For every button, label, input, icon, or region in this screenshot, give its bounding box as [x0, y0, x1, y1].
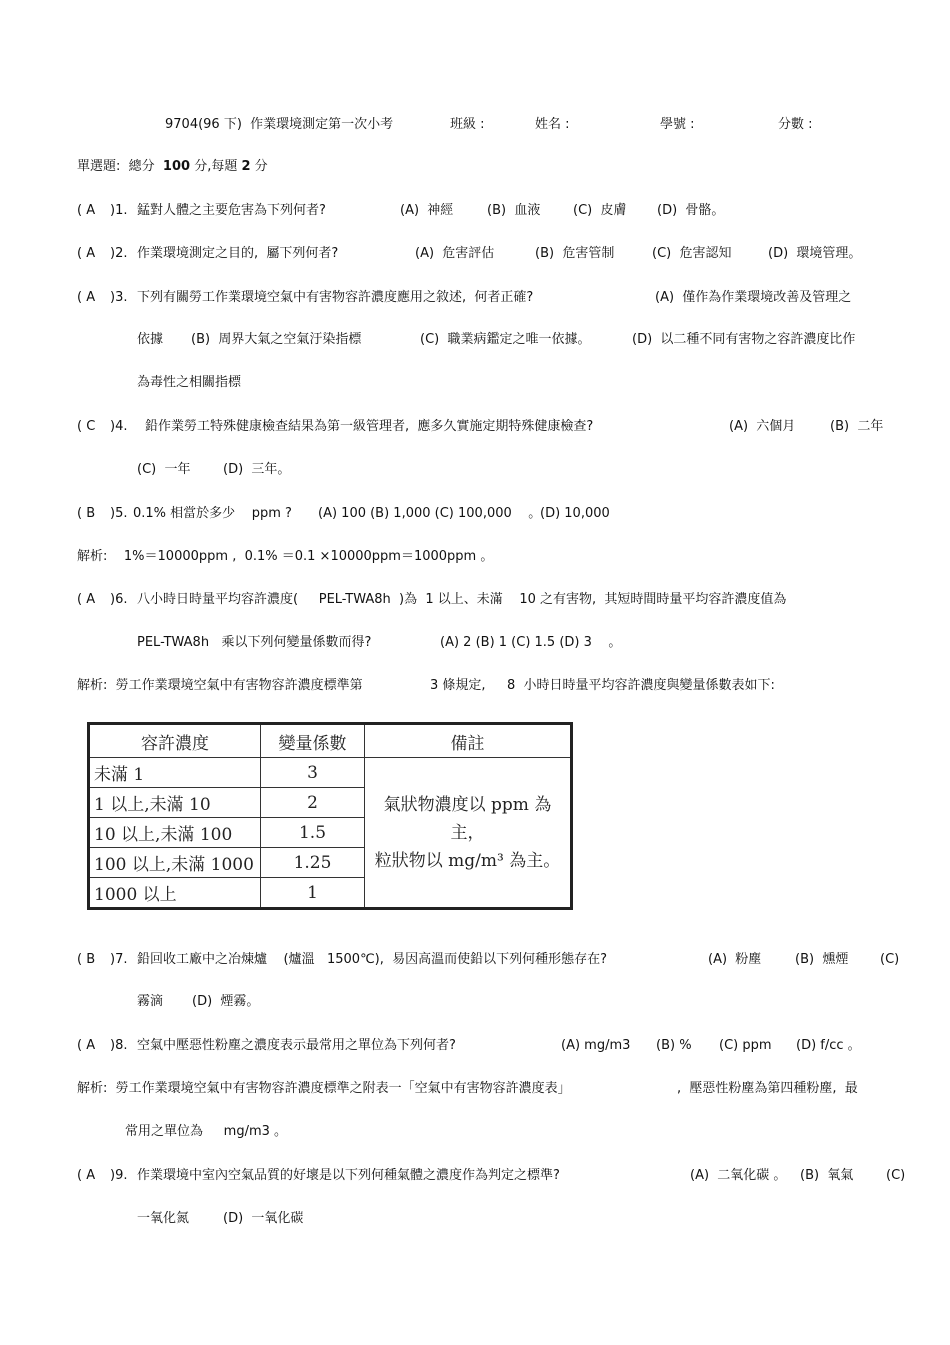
q5-answer: ( B — [77, 506, 96, 521]
section-unit: 分,每題 — [194, 159, 238, 174]
q4-option-d: (D) 三年。 — [223, 462, 291, 477]
exam-title: 9704(96 下) 作業環境測定第一次小考 — [165, 117, 394, 132]
section-label: 單選題: 總分 — [77, 159, 155, 174]
q2-option-b: (B) 危害管制 — [535, 246, 615, 261]
q6-text: 八小時日時量平均容許濃度( PEL-TWA8h )為 1 以上、未滿 10 之有害物, 其短時間時量平均容許濃度值為 — [137, 592, 787, 607]
q9-option-d: (D) 一氧化碳 — [223, 1211, 304, 1226]
q1-option-d: (D) 骨骼。 — [657, 203, 725, 218]
section-total: 100 — [162, 159, 191, 174]
q9-option-b: (B) 氧氣 — [800, 1168, 854, 1183]
variation-factor-table — [87, 722, 573, 910]
q2-option-c: (C) 危害認知 — [652, 246, 732, 261]
q1-option-c: (C) 皮膚 — [573, 203, 627, 218]
q5-number: )5. — [110, 506, 128, 521]
q4-option-a: (A) 六個月 — [729, 419, 796, 434]
q8-option-a: (A) mg/m3 — [561, 1038, 631, 1053]
q2-option-a: (A) 危害評估 — [415, 246, 495, 261]
table-header-row — [89, 724, 572, 758]
q7-answer: ( B — [77, 952, 96, 967]
q9-option-a: (A) 二氧化碳 。 — [690, 1168, 787, 1183]
q6-number: )6. — [110, 592, 128, 607]
q5-options-abc: (A) 100 (B) 1,000 (C) 100,000 。 — [318, 506, 542, 521]
section-per: 2 — [241, 159, 251, 174]
q9-text: 作業環境中室內空氣品質的好壞是以下列何種氣體之濃度作為判定之標準? — [137, 1168, 560, 1183]
q3-number: )3. — [110, 290, 128, 305]
table-cell-range: 未滿 1 — [89, 758, 261, 788]
q6-answer: ( A — [77, 592, 96, 607]
q3-answer: ( A — [77, 290, 96, 305]
q3-option-d-cont: 為毒性之相關指標 — [137, 375, 242, 390]
q3-option-b: (B) 周界大氣之空氣汙染指標 — [191, 332, 362, 347]
q6-explanation-2: 3 條規定, — [430, 678, 486, 693]
q5-option-d: (D) 10,000 — [540, 506, 610, 521]
table-cell-range: 1 以上,未滿 10 — [89, 788, 261, 818]
q8-text: 空氣中壓惡性粉塵之濃度表示最常用之單位為下列何者? — [137, 1038, 456, 1053]
table-header-factor: 變量係數 — [261, 724, 365, 758]
q4-number: )4. — [110, 419, 128, 434]
remark-line-1: 氣狀物濃度以 ppm 為主， — [383, 794, 552, 843]
q8-explanation-3: 常用之單位為 mg/m3 。 — [125, 1124, 288, 1139]
q1-option-a: (A) 神經 — [400, 203, 454, 218]
name-label: 姓名 : — [535, 117, 570, 132]
table-row — [89, 758, 572, 788]
q6-explanation-1: 解析: 勞工作業環境空氣中有害物容許濃度標準第 — [77, 678, 363, 693]
q4-answer: ( C — [77, 419, 96, 434]
section-end: 分 — [254, 159, 268, 174]
q6-text-cont: PEL-TWA8h 乘以下列何變量係數而得? — [137, 635, 372, 650]
table-cell-range: 100 以上,未滿 1000 — [89, 848, 261, 878]
q1-number: )1. — [110, 203, 128, 218]
q3-option-a-cont: 依據 — [137, 332, 164, 347]
q6-explanation-3: 8 小時日時量平均容許濃度與變量係數表如下: — [507, 678, 775, 693]
table-cell-range: 1000 以上 — [89, 878, 261, 909]
q7-option-b: (B) 燻煙 — [795, 952, 849, 967]
q8-explanation-2: , 壓惡性粉塵為第四種粉塵, 最 — [677, 1081, 858, 1096]
q7-option-a: (A) 粉塵 — [708, 952, 762, 967]
q3-option-c: (C) 職業病鑑定之唯一依據。 — [420, 332, 591, 347]
table-header-remark: 備註 — [365, 724, 572, 758]
q1-option-b: (B) 血液 — [487, 203, 541, 218]
q3-option-d: (D) 以二種不同有害物之容許濃度比作 — [632, 332, 856, 347]
q9-option-c-cont: 一氧化氮 — [137, 1211, 190, 1226]
table-cell-factor: 1.5 — [261, 818, 365, 848]
q8-explanation-1: 解析: 勞工作業環境空氣中有害物容許濃度標準之附表一「空氣中有害物容許濃度表」 — [77, 1081, 571, 1096]
remark-line-2: 粒狀物以 mg/m³ 為主。 — [374, 850, 561, 871]
q5-explanation: 解析: 1%＝10000ppm , 0.1% ＝0.1 ×10000ppm＝1000ppm 。 — [77, 549, 494, 564]
table-cell-factor: 1.25 — [261, 848, 365, 878]
table-cell-factor: 2 — [261, 788, 365, 818]
q4-option-b: (B) 二年 — [830, 419, 884, 434]
q9-option-c: (C) — [886, 1168, 906, 1183]
class-label: 班級 : — [450, 117, 485, 132]
q1-answer: ( A — [77, 203, 96, 218]
q9-number: )9. — [110, 1168, 128, 1183]
table-cell-factor: 3 — [261, 758, 365, 788]
q4-option-c: (C) 一年 — [137, 462, 191, 477]
student-id-label: 學號 : — [660, 117, 695, 132]
q7-option-c: (C) — [880, 952, 900, 967]
q2-text: 作業環境測定之目的, 屬下列何者? — [137, 246, 339, 261]
q7-text: 鉛回收工廠中之冶煉爐 (爐溫 1500℃), 易因高溫而使鉛以下列何種形態存在? — [137, 952, 608, 967]
table-cell-factor: 1 — [261, 878, 365, 909]
q7-option-c-cont: 霧滴 — [137, 994, 164, 1009]
q7-option-d: (D) 煙霧。 — [192, 994, 260, 1009]
table-cell-remark — [365, 758, 572, 909]
q3-option-a: (A) 僅作為作業環境改善及管理之 — [655, 290, 852, 305]
q1-text: 錳對人體之主要危害為下列何者? — [137, 203, 326, 218]
q2-answer: ( A — [77, 246, 96, 261]
q5-text: 0.1% 相當於多少 ppm ? — [133, 506, 292, 521]
table-cell-range: 10 以上,未滿 100 — [89, 818, 261, 848]
section-heading — [77, 158, 268, 176]
q6-options: (A) 2 (B) 1 (C) 1.5 (D) 3 。 — [440, 635, 622, 650]
q7-number: )7. — [110, 952, 128, 967]
q8-answer: ( A — [77, 1038, 96, 1053]
q2-number: )2. — [110, 246, 128, 261]
q8-option-d: (D) f/cc 。 — [796, 1038, 861, 1053]
q3-text: 下列有關勞工作業環境空氣中有害物容許濃度應用之敘述, 何者正確? — [137, 290, 534, 305]
q2-option-d: (D) 環境管理。 — [768, 246, 862, 261]
q4-text: 鉛作業勞工特殊健康檢查結果為第一級管理者, 應多久實施定期特殊健康檢查? — [145, 419, 594, 434]
q8-number: )8. — [110, 1038, 128, 1053]
q8-option-c: (C) ppm — [719, 1038, 772, 1053]
q8-option-b: (B) % — [656, 1038, 692, 1053]
table-header-concentration: 容許濃度 — [89, 724, 261, 758]
q9-answer: ( A — [77, 1168, 96, 1183]
score-label: 分數 : — [778, 117, 813, 132]
